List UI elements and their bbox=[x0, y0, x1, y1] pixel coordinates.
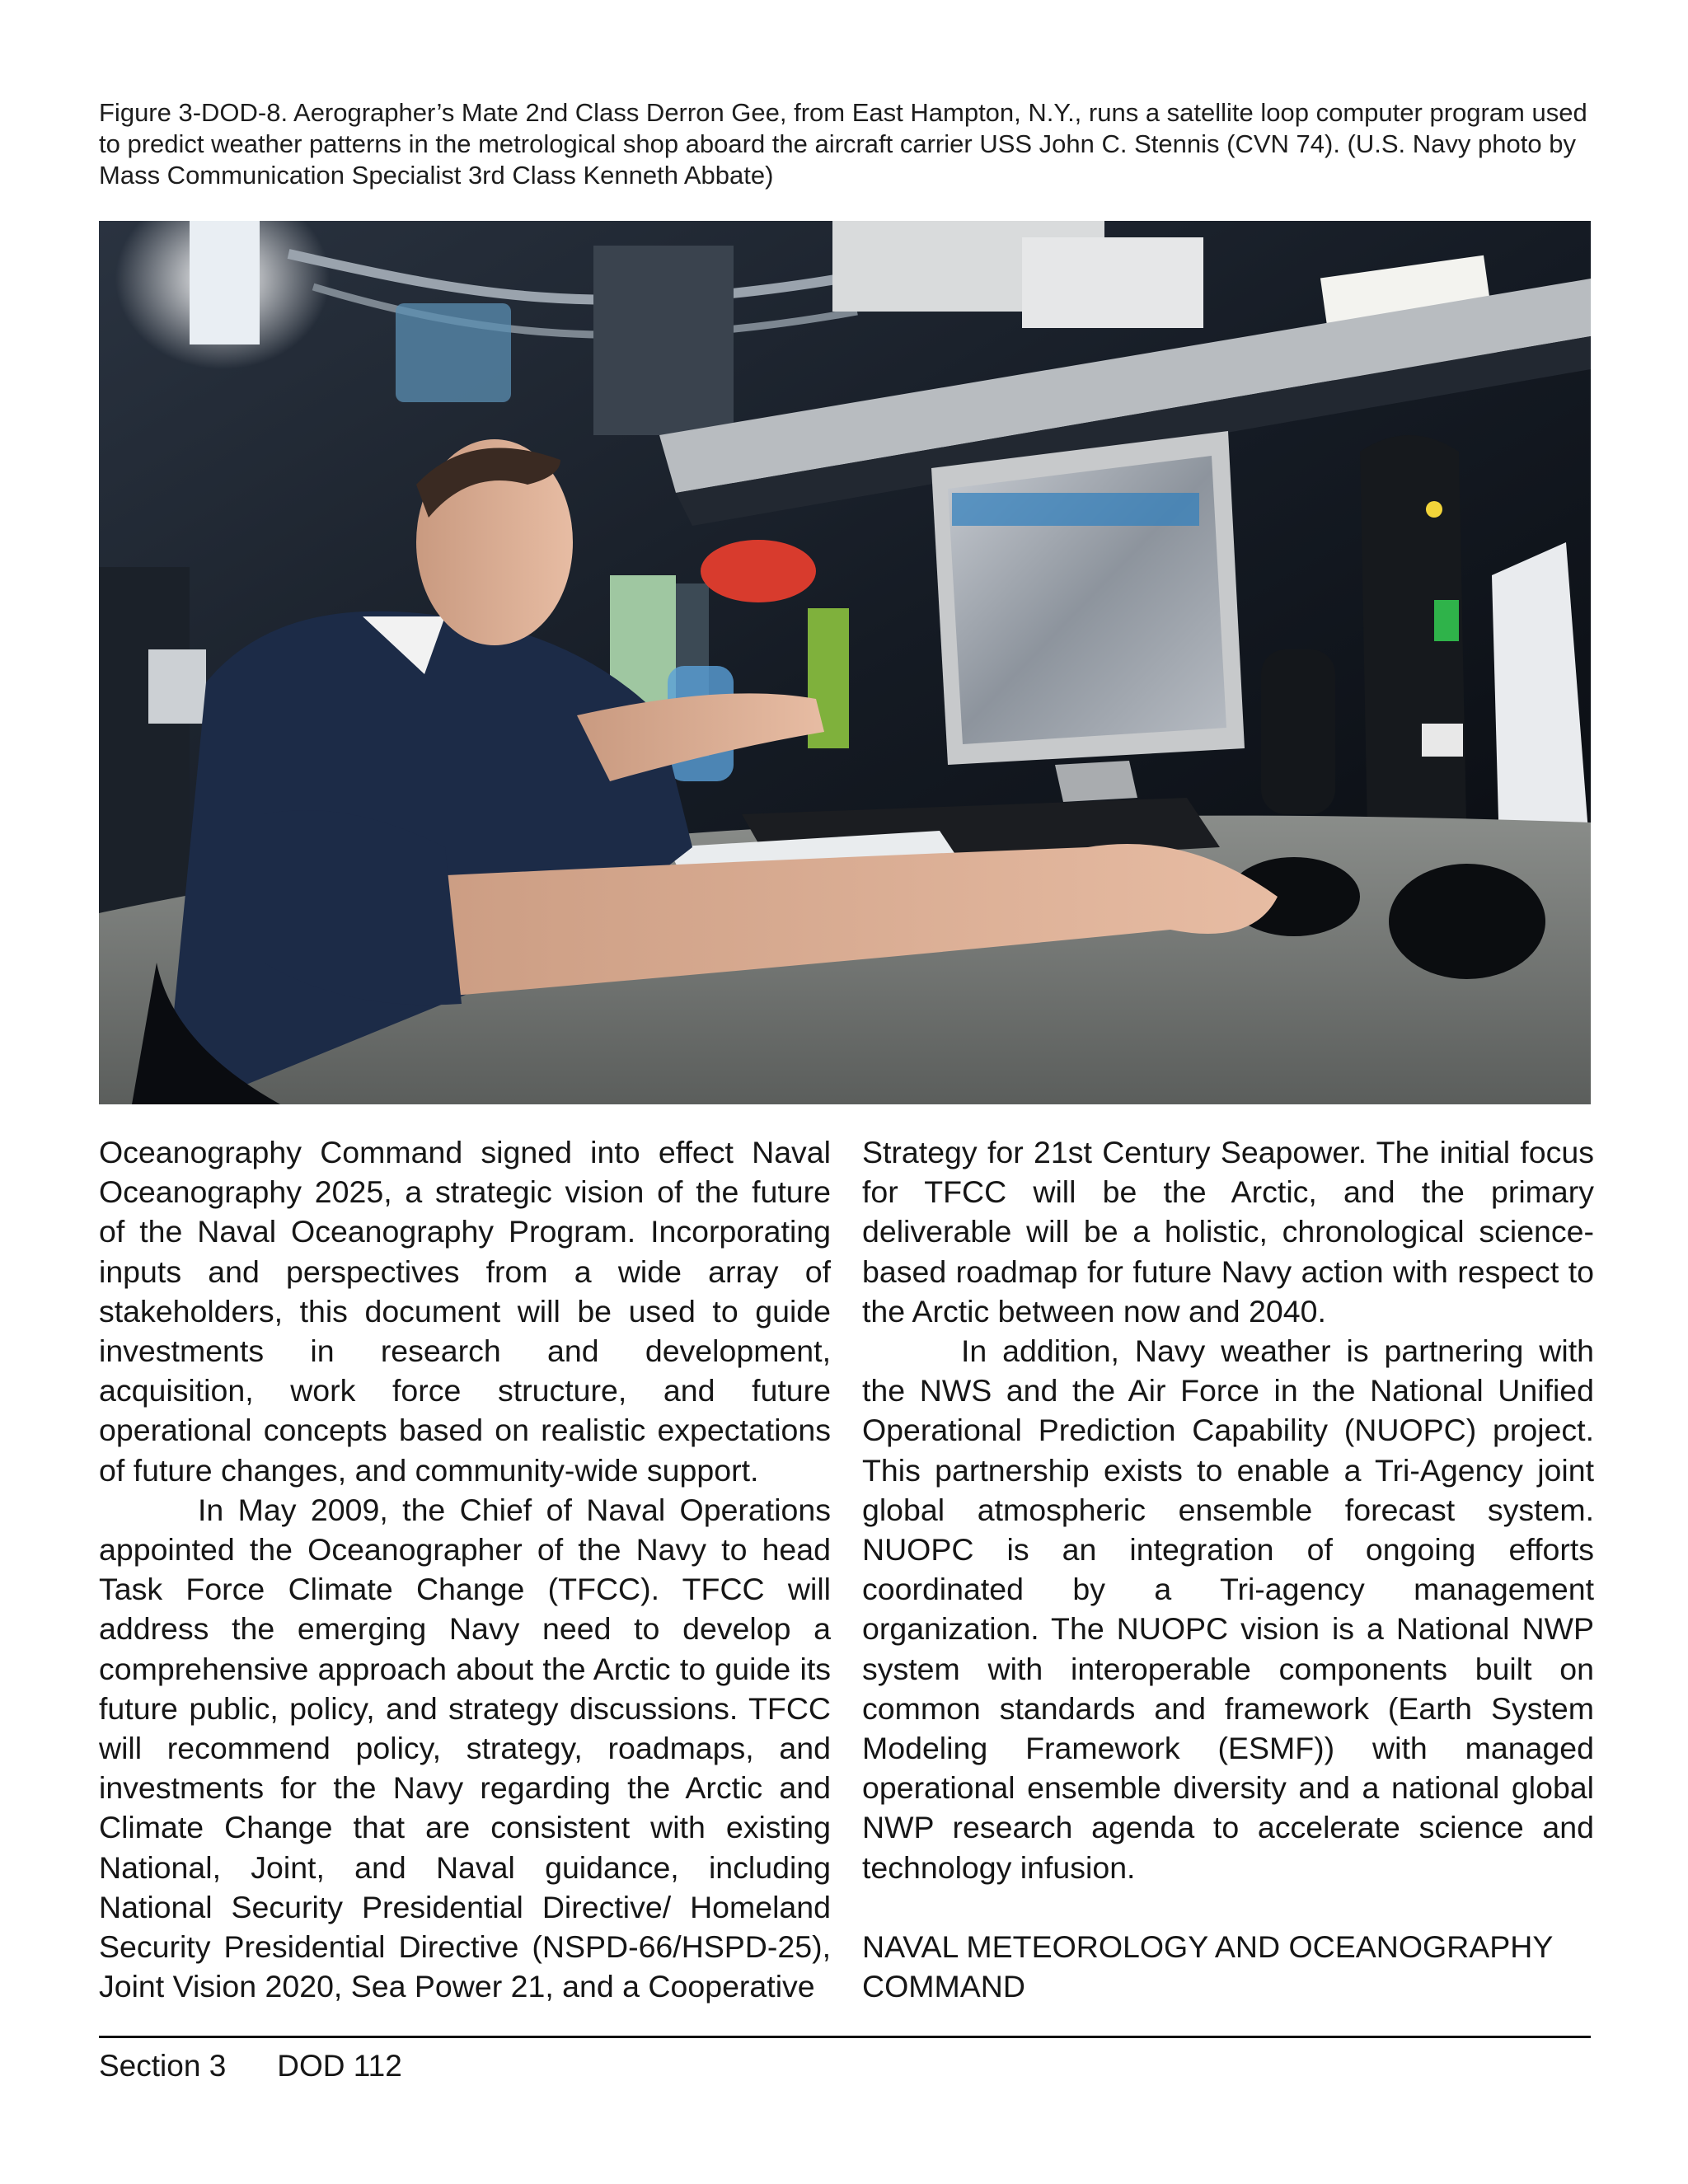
photo-illustration bbox=[99, 221, 1591, 1104]
paragraph: Oceanography Command signed into effect Naval Oceanography 2025, a strategic vision of the future of the Naval Oceanography Program. Incorporating inputs and perspectives from a wide array of stakeholders, this document will be used to guide investments in research and development, acquisition, work force structure, and future operational concepts based on realistic expectations of future changes, and community-wide support. bbox=[99, 1135, 831, 1488]
footer-rule bbox=[99, 2036, 1591, 2038]
footer-section-label: Section 3 bbox=[99, 2049, 227, 2083]
paragraph: In addition, Navy weather is partnering with the NWS and the Air Force in the National Unified Operational Prediction Capability (NUOPC) project. This partnership exists to enable a Tri-Agency joint global atmospheric ensemble forecast system. NUOPC is an integration of ongoing efforts coordinated by a Tri-agency management organization. The NUOPC vision is a National NWP system with interoperable components built on common standards and framework (Earth System Modeling Framework (ESMF)) with managed operational ensemble diversity and a national global NWP research agenda to accelerate science and technology infusion. bbox=[862, 1333, 1594, 1885]
body-column-right bbox=[862, 1132, 1594, 2006]
paragraph: Strategy for 21st Century Seapower. The initial focus for TFCC will be the Arctic, and the primary deliverable will be a holistic, chronological science-based roadmap for future Navy action with respect to the Arctic between now and 2040. bbox=[862, 1135, 1594, 1329]
figure-caption: Figure 3-DOD-8. Aerographer’s Mate 2nd Class Derron Gee, from East Hampton, N.Y., runs a satellite loop computer program used to predict weather patterns in the metrological shop aboard the aircraft carrier USS John C. Stennis (CVN 74). (U.S. Navy photo by Mass Communication Specialist 3rd Class Kenneth Abbate) bbox=[99, 98, 1587, 190]
body-column-left bbox=[99, 1132, 831, 2006]
page-number: DOD 112 bbox=[277, 2049, 402, 2083]
page-footer bbox=[99, 2047, 402, 2085]
sailor-at-computer-photo bbox=[99, 221, 1591, 1104]
paragraph: In May 2009, the Chief of Naval Operations appointed the Oceanographer of the Navy to head Task Force Climate Change (TFCC). TFCC will address the emerging Navy need to develop a comprehensive approach about the Arctic to guide its future public, policy, and strategy discussions. TFCC will recommend policy, strategy, roadmaps, and investments for the Navy regarding the Arctic and Climate Change that are consistent with existing National, Joint, and Naval guidance, including National Security Presidential Directive/ Homeland Security Presidential Directive (NSPD-66/HSPD-25), Joint Vision 2020, Sea Power 21, and a Cooperative bbox=[99, 1492, 831, 2004]
section-heading: NAVAL METEOROLOGY AND OCEANOGRAPHY COMMAND bbox=[862, 1929, 1553, 2004]
